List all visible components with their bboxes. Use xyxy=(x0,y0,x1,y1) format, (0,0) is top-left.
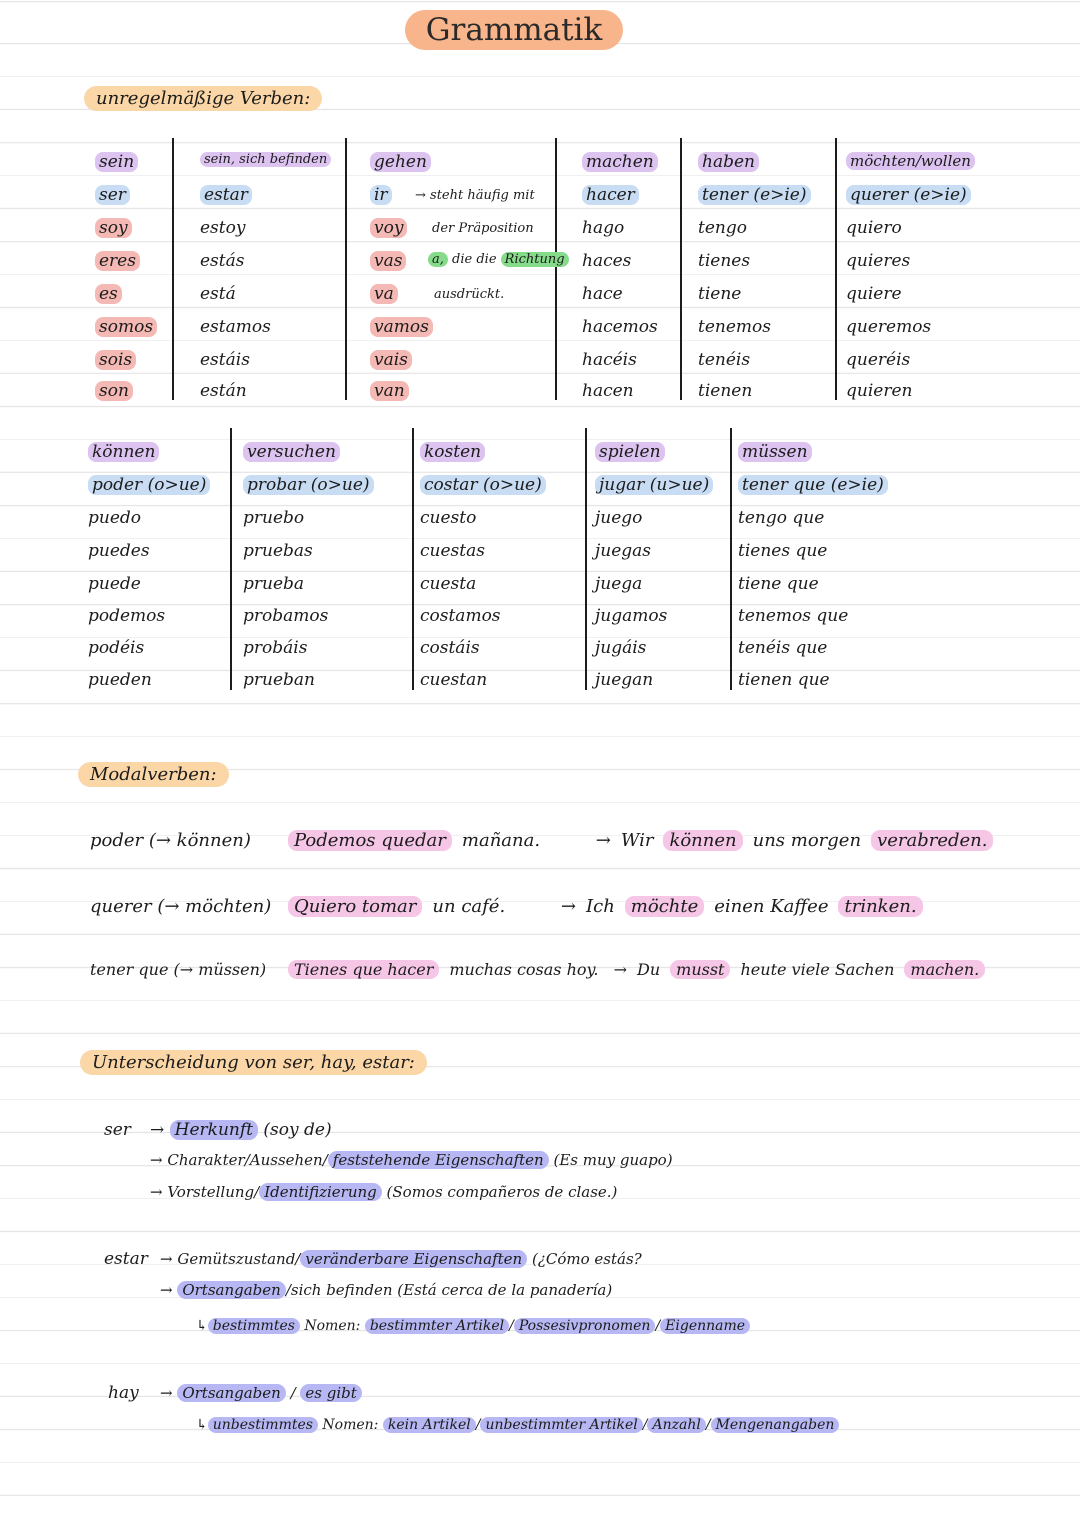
table1-col4-row2: tengo xyxy=(698,218,747,238)
estar-row-1: estar → Gemütszustand/ veränderbare Eigenschaften (¿Cómo estás? xyxy=(104,1249,642,1269)
table1-col0-row5: somos xyxy=(95,317,157,337)
hay-row-1: hay → Ortsangaben / es gibt xyxy=(108,1383,362,1403)
section-modal-verbs: Modalverben: xyxy=(78,762,229,787)
table1-col4-row6: tenéis xyxy=(698,350,751,370)
modal-example-querer: querer (→ möchten) Quiero tomar un café. → Ich möchte einen Kaffee trinken. xyxy=(90,896,933,917)
table1-col3-row3: haces xyxy=(582,251,632,271)
hay-row-2: ↳ unbestimmtes Nomen: kein Artikel / unbestimmter Artikel / Anzahl / Mengenangaben xyxy=(196,1417,839,1433)
estar-row-3: ↳ bestimmtes Nomen: bestimmter Artikel / Possesivpronomen / Eigenname xyxy=(196,1318,750,1334)
table2-col2-row7: cuestan xyxy=(420,670,488,690)
table2-col1-row1: probar (o>ue) xyxy=(243,475,374,495)
table1-col3-row6: hacéis xyxy=(582,350,637,370)
table1-divider-4 xyxy=(835,138,837,400)
table1-divider-2 xyxy=(555,138,557,400)
table2-col1-row2: pruebo xyxy=(243,508,305,528)
table1-col0-row3: eres xyxy=(95,251,140,271)
table2-col2-row3: cuestas xyxy=(420,541,485,561)
table2-col4-row5: tenemos que xyxy=(738,606,849,626)
table2-col2-row0: kosten xyxy=(420,442,485,462)
table2-col3-row2: juego xyxy=(595,508,643,528)
table2-col3-row6: jugáis xyxy=(595,638,647,658)
table1-col4-row4: tiene xyxy=(698,284,742,304)
table2-col3-row4: juega xyxy=(595,574,643,594)
table1-col5-row2: quiero xyxy=(846,218,902,238)
table1-col2-row3: vas xyxy=(370,251,406,271)
table1-col3-row0: machen xyxy=(582,152,658,172)
table1-col4-row5: tenemos xyxy=(698,317,771,337)
table2-col2-row4: cuesta xyxy=(420,574,477,594)
table1-col0-row1: ser xyxy=(95,185,130,205)
table1-col2-row0: gehen xyxy=(370,152,431,172)
table2-divider-1 xyxy=(412,428,414,690)
table2-col1-row0: versuchen xyxy=(243,442,340,462)
table1-col5-row0: möchten/wollen xyxy=(846,152,975,170)
table1-col4-row1: tener (e>ie) xyxy=(698,185,811,205)
ir-note-line4: ausdrückt. xyxy=(434,287,505,302)
table2-col2-row1: costar (o>ue) xyxy=(420,475,546,495)
table1-col2-row7: van xyxy=(370,381,409,401)
ir-note-line3 xyxy=(428,252,569,267)
table2-col1-row6: probáis xyxy=(243,638,308,658)
modal-example-tener-que: tener que (→ müssen) Tienes que hacer muchas cosas hoy. → Du musst heute viele Sachen machen. xyxy=(90,960,995,979)
table2-col1-row3: pruebas xyxy=(243,541,313,561)
table1-col0-row6: sois xyxy=(95,350,136,370)
table1-col3-row1: hacer xyxy=(582,185,639,205)
table1-col1-row5: estamos xyxy=(200,317,271,337)
table1-col2-row1: ir xyxy=(370,185,392,205)
table1-col5-row5: queremos xyxy=(846,317,932,337)
table2-col0-row0: können xyxy=(88,442,159,462)
estar-row-2: → Ortsangaben /sich befinden (Está cerca de la panadería) xyxy=(160,1281,613,1299)
ir-note-line1: → steht häufig mit xyxy=(415,188,535,203)
table2-col0-row6: podéis xyxy=(88,638,145,658)
table2-col1-row7: prueban xyxy=(243,670,315,690)
table1-col4-row0: haben xyxy=(698,152,759,172)
table1-col2-row5: vamos xyxy=(370,317,433,337)
table2-col4-row3: tienes que xyxy=(738,541,828,561)
table1-col1-row2: estoy xyxy=(200,218,246,238)
table1-divider-3 xyxy=(680,138,682,400)
table1-col5-row3: quieres xyxy=(846,251,911,271)
table2-col2-row5: costamos xyxy=(420,606,501,626)
section-irregular-verbs: unregelmäßige Verben: xyxy=(84,86,322,111)
table1-col5-row7: quieren xyxy=(846,381,913,401)
table2-col0-row4: puede xyxy=(88,574,141,594)
table2-col0-row2: puedo xyxy=(88,508,142,528)
table2-col1-row4: prueba xyxy=(243,574,305,594)
table1-col5-row4: quiere xyxy=(846,284,902,304)
table1-col1-row0: sein, sich befinden xyxy=(200,152,331,167)
table1-col1-row6: estáis xyxy=(200,350,250,370)
table1-col4-row3: tienes xyxy=(698,251,751,271)
table2-col4-row1: tener que (e>ie) xyxy=(738,475,888,495)
table2-col2-row2: cuesto xyxy=(420,508,477,528)
table1-col0-row7: son xyxy=(95,381,133,401)
table2-col0-row1: poder (o>ue) xyxy=(88,475,210,495)
table1-col3-row7: hacen xyxy=(582,381,634,401)
table2-col4-row6: tenéis que xyxy=(738,638,828,658)
ir-note-direction: Richtung xyxy=(501,252,569,267)
table1-col5-row1: querer (e>ie) xyxy=(846,185,971,205)
ser-row-3: → Vorstellung/ Identifizierung (Somos compañeros de clase.) xyxy=(150,1183,618,1201)
ir-note-preposition: a, xyxy=(428,252,448,267)
table2-col4-row4: tiene que xyxy=(738,574,819,594)
modal-example-poder: poder (→ können) Podemos quedar mañana. → Wir können uns morgen verabreden. xyxy=(90,830,1003,851)
table2-col3-row7: juegan xyxy=(595,670,654,690)
section-distinction: Unterscheidung von ser, hay, estar: xyxy=(80,1050,427,1075)
table2-col3-row5: jugamos xyxy=(595,606,668,626)
table1-col5-row6: queréis xyxy=(846,350,911,370)
table1-col3-row4: hace xyxy=(582,284,623,304)
table2-col0-row5: podemos xyxy=(88,606,166,626)
table1-col4-row7: tienen xyxy=(698,381,753,401)
table1-col2-row6: vais xyxy=(370,350,412,370)
ser-row-2: → Charakter/Aussehen/ feststehende Eigenschaften (Es muy guapo) xyxy=(150,1151,673,1169)
ir-note-line2: der Präposition xyxy=(432,221,534,236)
ir-note-mid: die die xyxy=(452,252,497,267)
table1-col1-row1: estar xyxy=(200,185,252,205)
table2-col0-row7: pueden xyxy=(88,670,152,690)
table2-divider-0 xyxy=(230,428,232,690)
table1-col2-row4: va xyxy=(370,284,398,304)
table1-col3-row5: hacemos xyxy=(582,317,658,337)
table1-col1-row3: estás xyxy=(200,251,245,271)
table1-col0-row0: sein xyxy=(95,152,138,172)
table2-col2-row6: costáis xyxy=(420,638,480,658)
table1-divider-1 xyxy=(345,138,347,400)
table2-divider-3 xyxy=(730,428,732,690)
table2-col0-row3: puedes xyxy=(88,541,150,561)
table2-col3-row0: spielen xyxy=(595,442,665,462)
table1-col0-row4: es xyxy=(95,284,122,304)
table1-divider-0 xyxy=(172,138,174,400)
table1-col3-row2: hago xyxy=(582,218,625,238)
table1-col1-row7: están xyxy=(200,381,247,401)
table2-col3-row3: juegas xyxy=(595,541,652,561)
table1-col1-row4: está xyxy=(200,284,236,304)
ser-row-1: ser → Herkunft (soy de) xyxy=(104,1120,332,1140)
table2-col1-row5: probamos xyxy=(243,606,329,626)
table2-col4-row0: müssen xyxy=(738,442,812,462)
page-title: Grammatik xyxy=(405,10,623,50)
table1-col0-row2: soy xyxy=(95,218,132,238)
table1-col2-row2: voy xyxy=(370,218,407,238)
table2-divider-2 xyxy=(585,428,587,690)
table2-col4-row2: tengo que xyxy=(738,508,825,528)
table2-col3-row1: jugar (u>ue) xyxy=(595,475,713,495)
table2-col4-row7: tienen que xyxy=(738,670,830,690)
